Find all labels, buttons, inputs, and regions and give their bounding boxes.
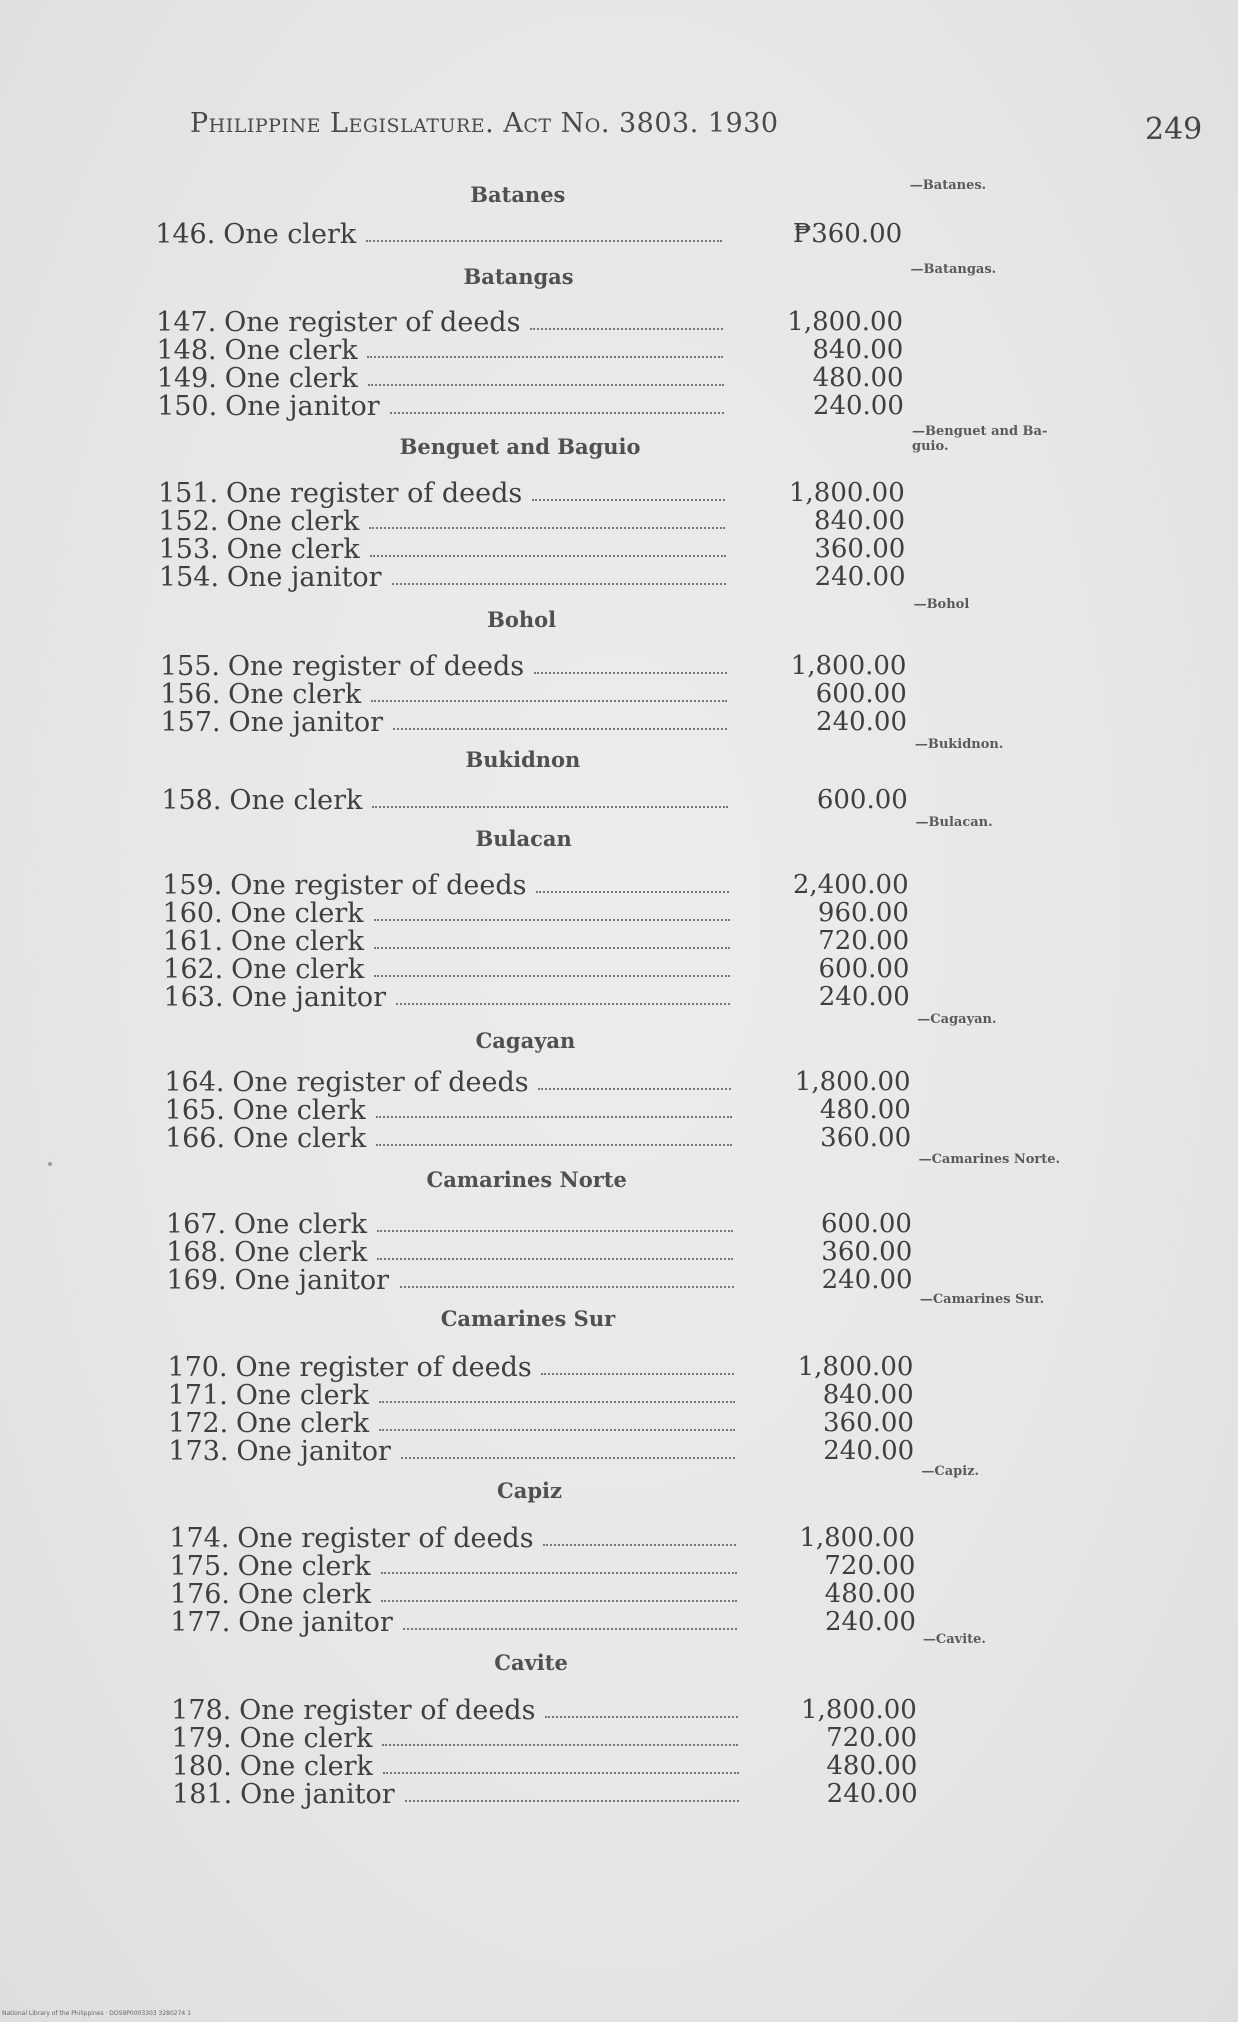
item-description: One clerk <box>239 1751 373 1782</box>
section-heading: Batangas <box>463 264 574 289</box>
line-item <box>156 336 723 365</box>
section-heading: Batanes <box>470 182 566 207</box>
item-description: One register of deeds <box>237 1523 534 1554</box>
margin-note: —Cavite. <box>922 1632 986 1647</box>
item-amount: 840.00 <box>814 506 906 536</box>
section-heading: Bulacan <box>475 826 572 851</box>
item-amount: 600.00 <box>816 785 908 815</box>
section-heading: Camarines Norte <box>426 1167 627 1192</box>
item-amount: 2,400.00 <box>792 870 909 900</box>
paper-speck <box>48 1162 52 1166</box>
section-heading: Bohol <box>487 607 557 632</box>
line-item <box>159 535 726 564</box>
item-description: One clerk <box>233 1209 367 1240</box>
item-amount: 240.00 <box>824 1607 916 1637</box>
item-description: One janitor <box>228 707 384 738</box>
item-description: One clerk <box>236 1408 370 1439</box>
item-amount: 600.00 <box>821 1209 912 1239</box>
dot-leader <box>392 583 726 585</box>
item-amount: 1,800.00 <box>788 478 905 508</box>
item-amount: 480.00 <box>826 1751 918 1781</box>
scan-source-mark: National Library of the Philippines · DOS9P0003303 3280274 1 <box>2 2010 191 2017</box>
margin-note: —Bukidnon. <box>914 737 1004 752</box>
dot-leader <box>374 947 730 949</box>
item-number: 155. <box>159 651 220 682</box>
line-item <box>160 680 727 709</box>
section-heading: Bukidnon <box>465 747 581 772</box>
item-description: One register of deeds <box>239 1695 536 1726</box>
item-number: 148. <box>156 335 217 366</box>
dot-leader <box>536 891 729 893</box>
dot-leader <box>381 1572 737 1574</box>
item-amount: 840.00 <box>812 335 904 365</box>
item-description: One clerk <box>228 679 362 710</box>
dot-leader <box>371 700 727 702</box>
line-item <box>157 364 724 393</box>
line-item <box>162 871 729 900</box>
item-number: 160. <box>162 898 223 929</box>
item-amount: 240.00 <box>816 707 908 737</box>
item-number: 171. <box>167 1380 228 1411</box>
line-item <box>166 1210 733 1239</box>
item-amount: 480.00 <box>819 1095 911 1125</box>
line-item <box>170 1580 737 1609</box>
item-amount: 720.00 <box>824 1551 916 1581</box>
line-item <box>165 1124 732 1153</box>
line-item <box>167 1266 734 1295</box>
line-item <box>166 1238 733 1267</box>
item-amount: 480.00 <box>824 1579 916 1609</box>
item-amount: 240.00 <box>826 1779 918 1809</box>
line-item <box>158 507 725 536</box>
line-item <box>169 1524 736 1553</box>
item-amount: 840.00 <box>822 1380 914 1410</box>
item-amount: ₱360.00 <box>792 219 903 249</box>
dot-leader <box>532 499 725 501</box>
running-head: Philippine Legislature. Act No. 3803. 1930 <box>190 108 779 139</box>
margin-note: —Bulacan. <box>915 815 993 830</box>
item-description: One janitor <box>226 562 382 593</box>
item-number: 164. <box>164 1067 225 1098</box>
item-number: 156. <box>160 679 221 710</box>
item-description: One clerk <box>235 1380 369 1411</box>
item-number: 177. <box>170 1607 231 1638</box>
item-description: One register of deeds <box>226 478 523 509</box>
line-item <box>171 1724 738 1753</box>
line-item <box>158 479 725 508</box>
item-number: 172. <box>168 1408 229 1439</box>
item-description: One register of deeds <box>235 1352 532 1383</box>
item-amount: 480.00 <box>812 363 904 393</box>
margin-note: —Camarines Sur. <box>919 1292 1045 1307</box>
item-number: 174. <box>169 1523 230 1554</box>
line-item <box>155 220 722 249</box>
item-description: One janitor <box>238 1607 393 1638</box>
dot-leader <box>376 1144 732 1146</box>
item-description: One janitor <box>231 982 387 1013</box>
item-amount: 600.00 <box>818 954 910 984</box>
item-description: One register of deeds <box>230 870 527 901</box>
margin-note: —Capiz. <box>921 1464 980 1479</box>
dot-leader <box>377 1230 733 1232</box>
item-number: 150. <box>157 391 218 422</box>
item-number: 178. <box>171 1695 232 1726</box>
item-description: One janitor <box>240 1779 395 1810</box>
dot-leader <box>530 328 723 330</box>
dot-leader <box>379 1429 735 1431</box>
dot-leader <box>374 919 730 921</box>
item-amount: 1,800.00 <box>799 1523 916 1553</box>
item-amount: 240.00 <box>823 1436 915 1466</box>
item-description: One clerk <box>237 1579 371 1610</box>
dot-leader <box>366 240 722 242</box>
line-item <box>157 392 724 421</box>
item-amount: 240.00 <box>812 391 904 421</box>
item-number: 173. <box>168 1436 229 1467</box>
dot-leader <box>545 1716 738 1718</box>
item-number: 147. <box>156 307 217 338</box>
section-heading: Camarines Sur <box>440 1306 616 1331</box>
item-number: 146. <box>155 219 216 250</box>
item-number: 180. <box>171 1751 232 1782</box>
dot-leader <box>381 1600 737 1602</box>
line-item <box>161 786 728 815</box>
item-description: One clerk <box>230 926 364 957</box>
item-number: 170. <box>167 1352 228 1383</box>
dot-leader <box>390 412 724 414</box>
line-item <box>172 1780 739 1809</box>
item-amount: 1,800.00 <box>794 1067 911 1097</box>
item-description: One register of deeds <box>227 651 525 682</box>
dot-leader <box>376 1116 732 1118</box>
item-number: 159. <box>162 870 223 901</box>
item-description: One janitor <box>225 391 380 422</box>
item-number: 169. <box>166 1265 227 1296</box>
line-item <box>170 1608 737 1637</box>
dot-leader <box>372 806 728 808</box>
item-amount: 360.00 <box>821 1237 913 1267</box>
dot-leader <box>377 1258 733 1260</box>
item-description: One register of deeds <box>224 307 521 338</box>
item-description: One clerk <box>232 1123 367 1154</box>
item-number: 181. <box>172 1779 233 1810</box>
item-amount: 1,800.00 <box>801 1695 917 1725</box>
dot-leader <box>400 1286 734 1288</box>
page-number: 249 <box>1145 112 1203 147</box>
dot-leader <box>374 975 730 977</box>
item-number: 163. <box>163 982 224 1013</box>
line-item <box>163 983 730 1012</box>
item-amount: 360.00 <box>820 1123 912 1153</box>
item-description: One clerk <box>226 534 360 565</box>
item-amount: 600.00 <box>815 679 907 709</box>
line-item <box>164 1068 731 1097</box>
line-item <box>172 1752 739 1781</box>
item-number: 168. <box>166 1237 227 1268</box>
dot-leader <box>405 1800 739 1802</box>
line-item <box>165 1096 732 1125</box>
item-description: One janitor <box>236 1436 391 1467</box>
item-amount: 1,800.00 <box>790 651 907 681</box>
line-item <box>156 308 723 337</box>
line-item <box>171 1696 738 1725</box>
section-heading: Cavite <box>494 1650 568 1675</box>
item-number: 149. <box>156 363 217 394</box>
item-description: One clerk <box>239 1723 373 1754</box>
dot-leader <box>370 555 726 557</box>
item-description: One register of deeds <box>232 1067 529 1098</box>
dot-leader <box>401 1457 735 1459</box>
line-item <box>170 1552 737 1581</box>
item-number: 158. <box>161 785 222 816</box>
line-item <box>159 563 726 592</box>
dot-leader <box>383 1772 739 1774</box>
line-item <box>163 927 730 956</box>
dot-leader <box>382 1744 738 1746</box>
item-number: 165. <box>164 1095 225 1126</box>
dot-leader <box>379 1401 735 1403</box>
section-heading: Cagayan <box>475 1028 576 1053</box>
item-description: One clerk <box>231 954 365 985</box>
line-item <box>168 1381 735 1410</box>
item-amount: 360.00 <box>814 534 906 564</box>
item-amount: 240.00 <box>818 982 910 1012</box>
dot-leader <box>396 1003 730 1005</box>
item-number: 179. <box>171 1723 232 1754</box>
margin-note: —Benguet and Ba- guio. <box>912 424 1048 454</box>
item-number: 166. <box>164 1123 226 1154</box>
dot-leader <box>403 1628 737 1630</box>
item-amount: 720.00 <box>826 1723 918 1753</box>
item-number: 154. <box>158 562 220 593</box>
item-description: One clerk <box>226 506 360 537</box>
item-description: One clerk <box>229 785 363 816</box>
dot-leader <box>538 1088 731 1090</box>
item-description: One clerk <box>223 219 357 250</box>
item-amount: 720.00 <box>818 926 910 956</box>
item-number: 161. <box>162 926 223 957</box>
item-number: 162. <box>163 954 224 985</box>
dot-leader <box>541 1373 734 1375</box>
item-number: 157. <box>160 707 221 738</box>
item-description: One clerk <box>232 1095 366 1126</box>
item-number: 152. <box>158 506 219 537</box>
item-description: One clerk <box>237 1551 371 1582</box>
item-amount: 1,800.00 <box>797 1352 914 1382</box>
section-heading: Capiz <box>497 1478 562 1503</box>
item-number: 167. <box>165 1209 227 1240</box>
line-item <box>160 708 727 737</box>
dot-leader <box>369 527 725 529</box>
item-number: 151. <box>158 478 219 509</box>
line-item <box>167 1353 734 1382</box>
dot-leader <box>393 728 727 730</box>
item-description: One clerk <box>224 335 358 366</box>
section-heading: Benguet and Baguio <box>399 434 641 459</box>
line-item <box>168 1437 735 1466</box>
dot-leader <box>543 1544 736 1546</box>
item-description: One clerk <box>224 363 358 394</box>
dot-leader <box>534 672 727 674</box>
margin-note: —Cagayan. <box>917 1012 997 1027</box>
item-amount: 960.00 <box>817 898 909 928</box>
item-amount: 240.00 <box>814 562 906 592</box>
item-amount: 1,800.00 <box>787 307 904 337</box>
margin-note: —Batanes. <box>909 178 987 193</box>
item-number: 175. <box>169 1551 230 1582</box>
margin-note: —Bohol <box>913 597 970 612</box>
line-item <box>168 1409 735 1438</box>
line-item <box>160 652 727 681</box>
line-item <box>163 955 730 984</box>
item-amount: 240.00 <box>821 1265 913 1295</box>
line-item <box>163 899 730 928</box>
dot-leader <box>367 356 723 358</box>
dot-leader <box>368 384 724 386</box>
item-amount: 360.00 <box>822 1408 914 1438</box>
item-number: 153. <box>158 534 219 565</box>
item-description: One clerk <box>230 898 364 929</box>
margin-note: —Camarines Norte. <box>918 1152 1061 1167</box>
margin-note: —Batangas. <box>910 262 997 277</box>
item-description: One clerk <box>234 1237 368 1268</box>
item-number: 176. <box>169 1579 231 1610</box>
item-description: One janitor <box>234 1265 390 1296</box>
